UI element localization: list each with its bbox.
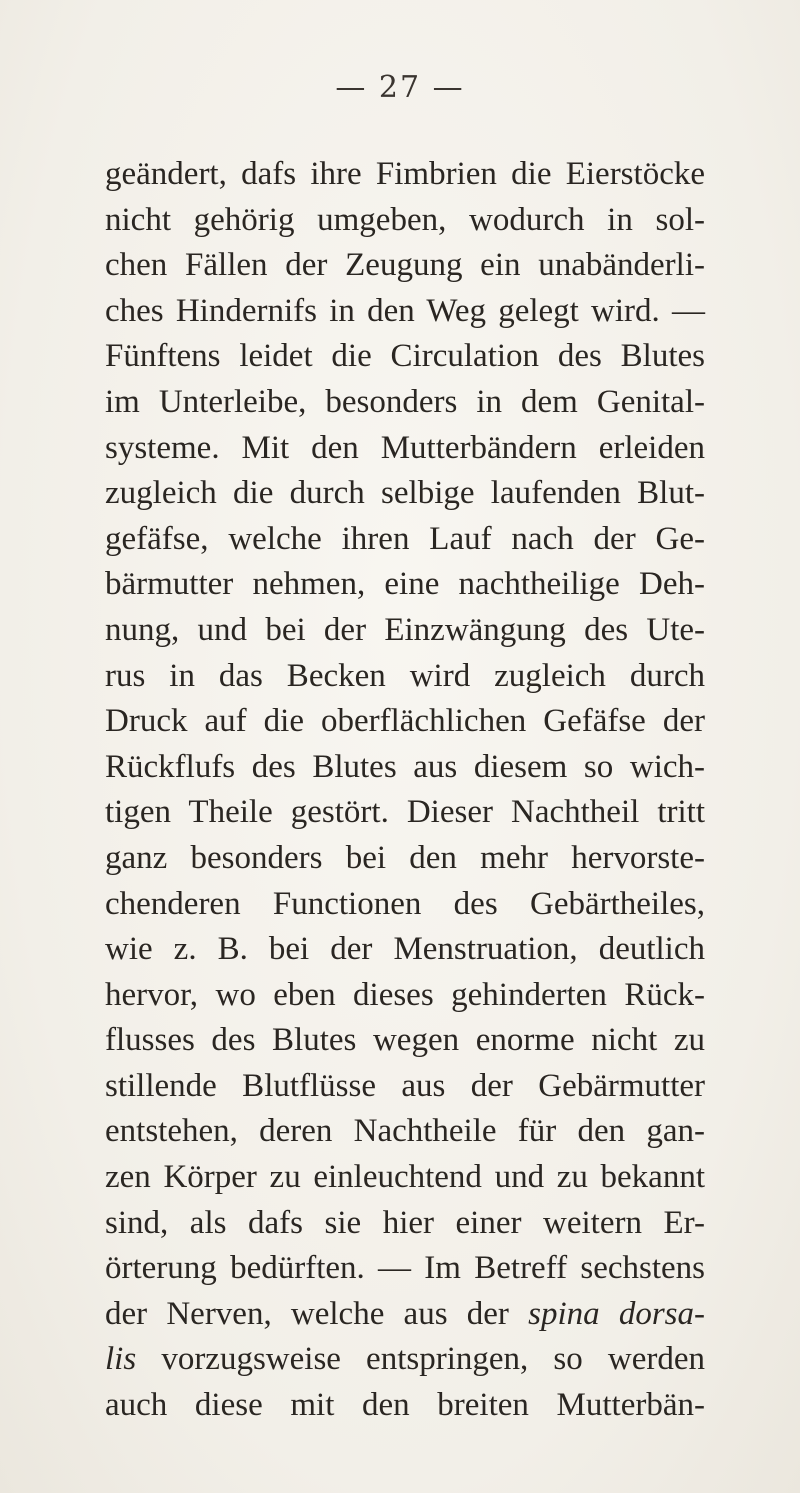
text-line-27-roman: vorzugsweise entspringen, so werden (136, 1341, 705, 1378)
text-line-6: im Unterleibe, besonders in dem Genital- (105, 383, 705, 420)
text-line-21: stillende Blutflüsse aus der Gebärmutter (105, 1067, 705, 1104)
text-line-17: chenderen Functionen des Gebärtheiles, (105, 885, 705, 922)
text-line-7: systeme. Mit den Mutterbändern erleiden (105, 429, 705, 466)
text-line-12: rus in das Becken wird zugleich durch (105, 657, 705, 694)
text-line-4: ches Hindernifs in den Weg gelegt wird. — (105, 292, 705, 329)
text-line-27 (105, 1337, 705, 1383)
text-line-8: zugleich die durch selbige laufenden Blut- (105, 475, 705, 512)
text-line-10: bärmutter nehmen, eine nachtheilige Deh- (105, 566, 705, 603)
text-line-26 (105, 1292, 705, 1338)
text-line-11: nung, und bei der Einzwängung des Ute- (105, 611, 705, 648)
text-line-14: Rückflufs des Blutes aus diesem so wich- (105, 748, 705, 785)
text-line-13: Druck auf die oberflächlichen Gefäfse der (105, 703, 705, 740)
text-line-25: örterung bedürften. — Im Betreff sechstens (105, 1250, 705, 1287)
text-line-22: entstehen, deren Nachtheile für den gan- (105, 1113, 705, 1150)
text-line-26-roman: der Nerven, welche aus der (105, 1295, 529, 1332)
text-line-18: wie z. B. bei der Menstruation, deutlich (105, 931, 705, 968)
page-number-header: — 27 — (335, 70, 465, 105)
text-line-9: gefäfse, welche ihren Lauf nach der Ge- (105, 520, 705, 557)
text-line-15: tigen Theile gestört. Dieser Nachtheil tritt (105, 794, 705, 831)
text-line-2: nicht gehörig umgeben, wodurch in sol- (105, 201, 705, 238)
text-line-24: sind, als dafs sie hier einer weitern Er- (105, 1204, 705, 1241)
text-line-28: auch diese mit den breiten Mutterbän- (105, 1387, 705, 1424)
text-line-16: ganz besonders bei den mehr hervorste- (105, 839, 705, 876)
text-line-1: geändert, dafs ihre Fimbrien die Eierstöcke (105, 156, 705, 192)
text-line-27-italic: lis (105, 1341, 137, 1378)
text-line-3: chen Fällen der Zeugung ein unabänderli- (105, 247, 705, 284)
body-text (105, 152, 705, 1429)
text-line-19: hervor, wo eben dieses gehinderten Rück- (105, 976, 705, 1013)
text-line-23: zen Körper zu einleuchtend und zu bekannt (105, 1159, 705, 1196)
text-line-26-italic: spina dorsa- (528, 1295, 705, 1332)
text-line-5: Fünftens leidet die Circulation des Blutes (105, 338, 705, 375)
text-line-20: flusses des Blutes wegen enorme nicht zu (105, 1022, 705, 1059)
